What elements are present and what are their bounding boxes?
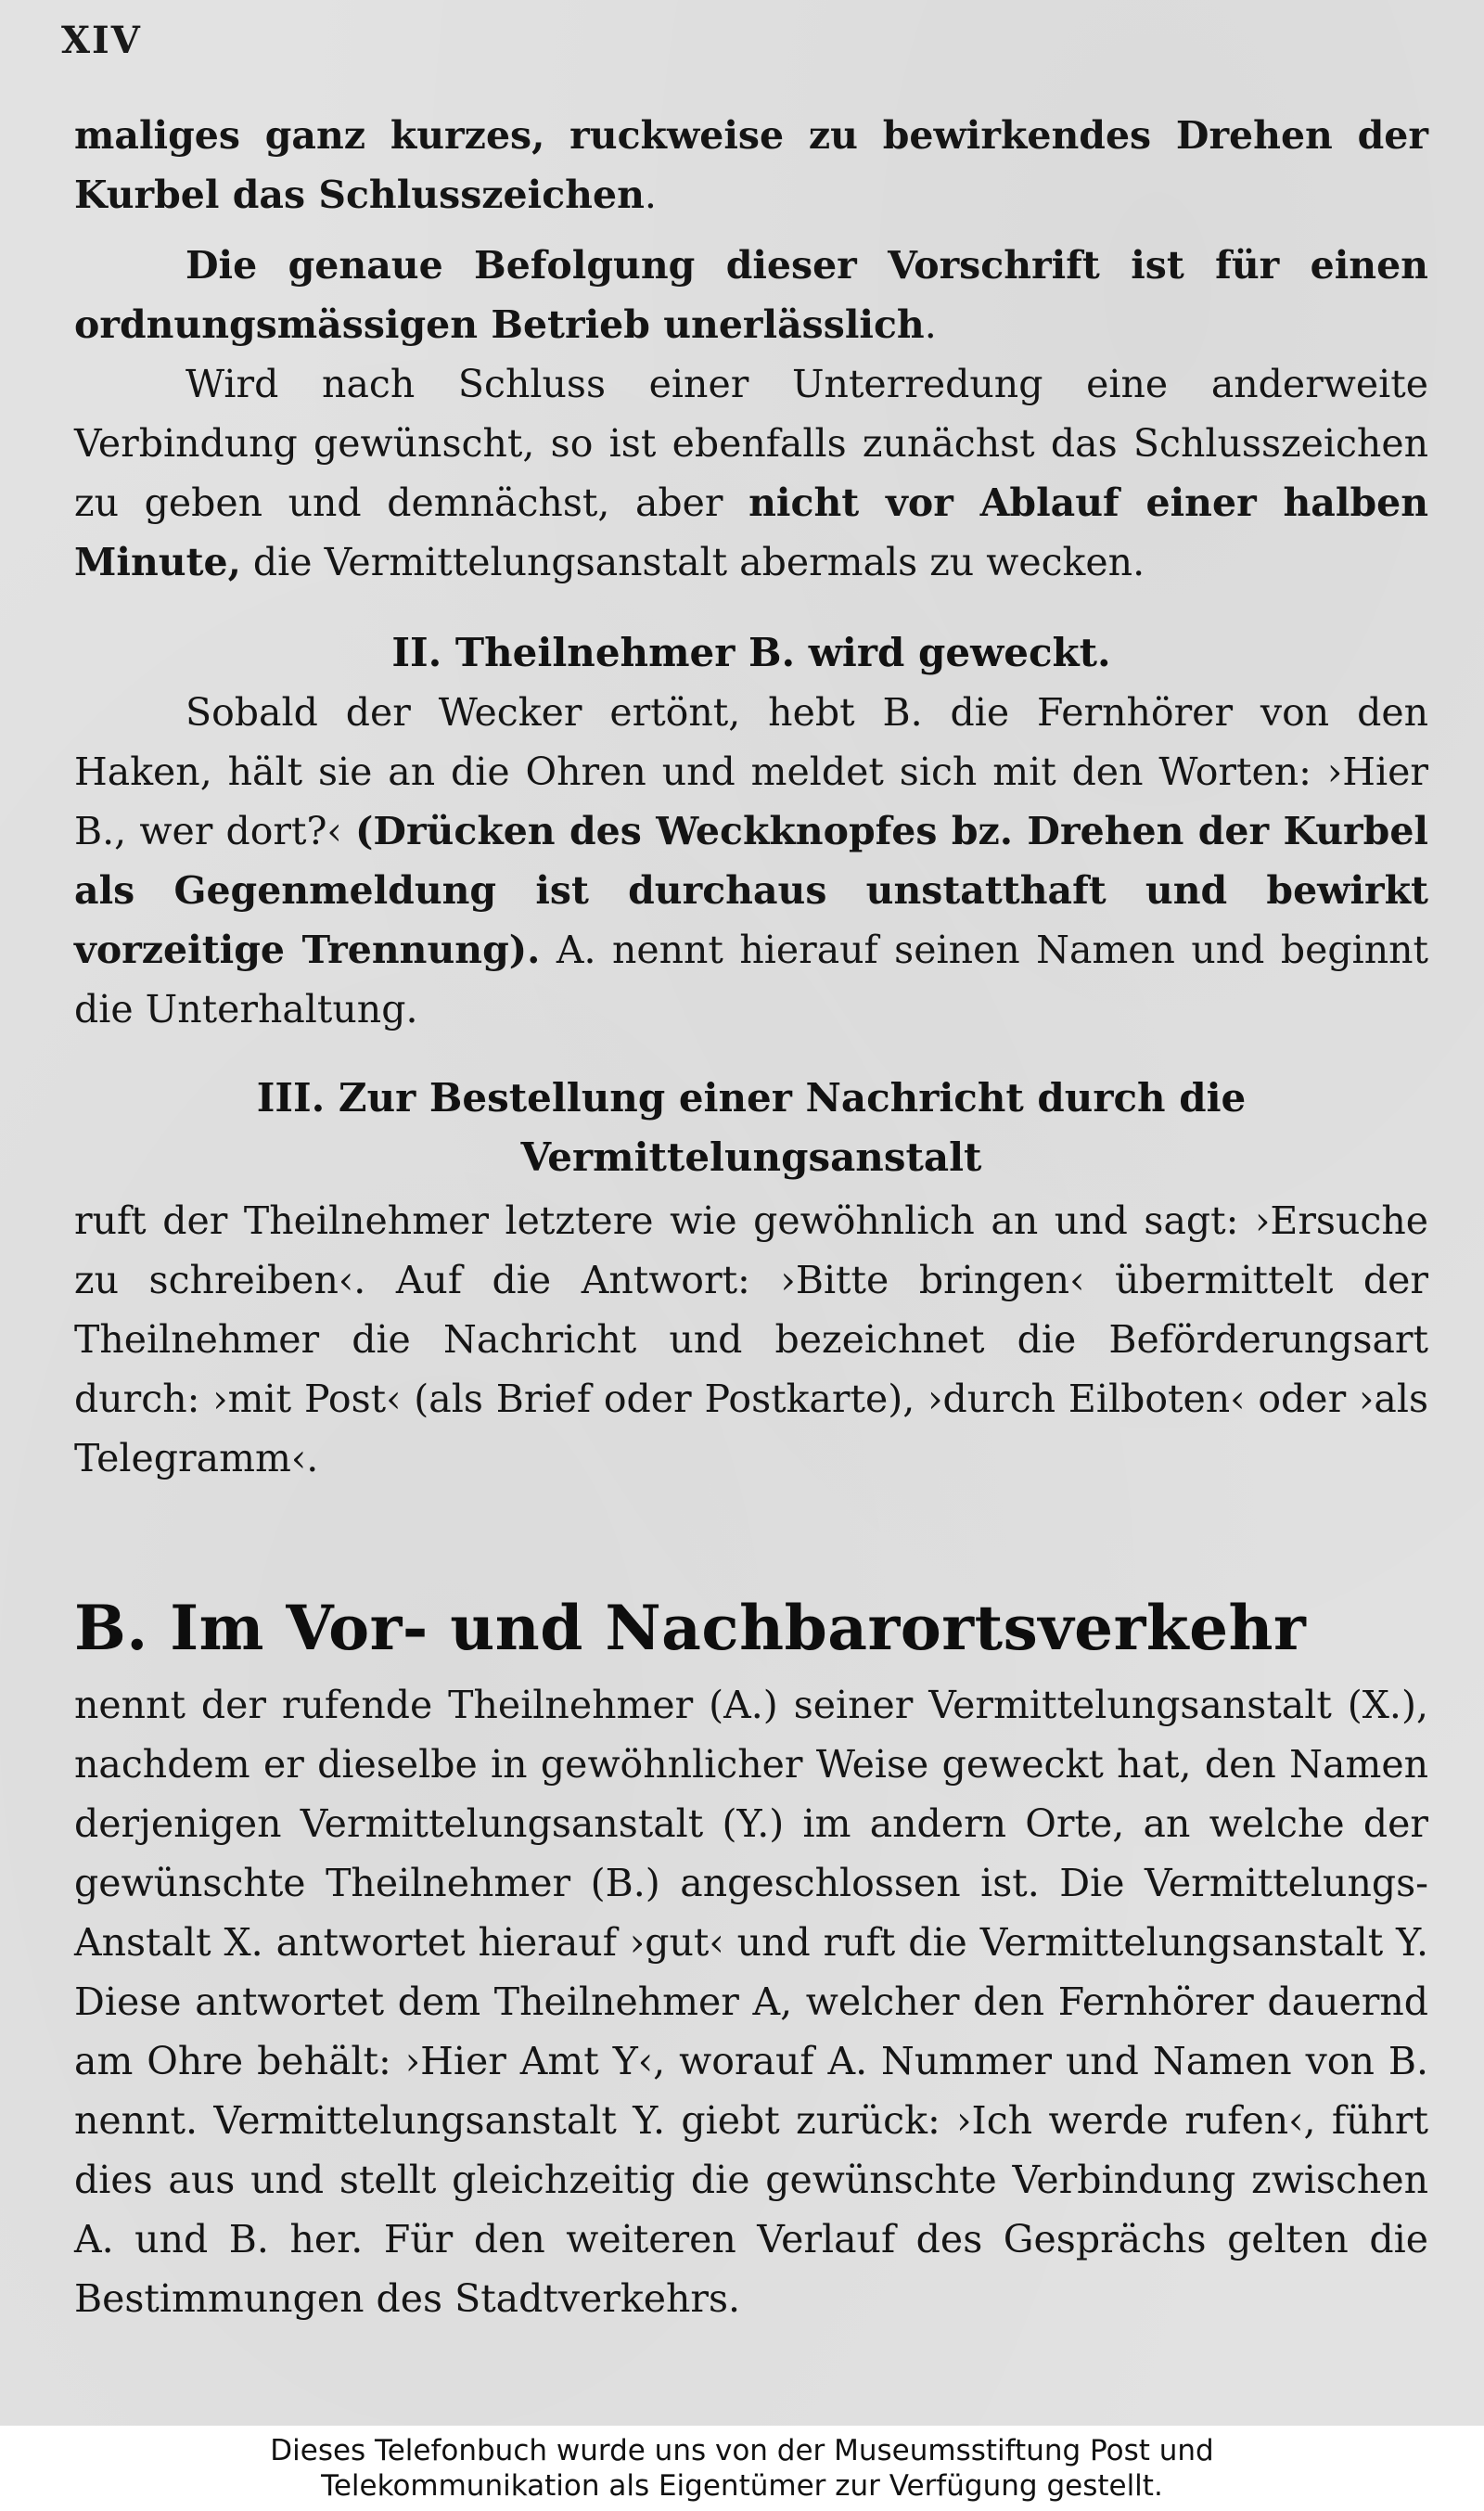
paragraph-vorschrift <box>74 236 1428 354</box>
paragraph-text: die Vermittelungsanstalt abermals zu wecken. <box>240 540 1145 584</box>
section-theilnehmer-b <box>74 623 1428 1039</box>
bold-text: (Drücken des Weckknopfes bz. Drehen der Kurbel als Gegenmeldung ist durchaus unstatthaft und bewirkt vorzeitige Trennung). <box>74 809 1428 972</box>
paragraph-text: Sobald der Wecker ertönt, hebt B. die Fernhörer von den Haken, hält sie an die Ohren und meldet sich mit den Worten: ›Hier B., wer dort?‹ <box>74 690 1428 853</box>
section-heading: III. Zur Bestellung einer Nachricht durch die <box>256 1075 1247 1121</box>
paragraph-text: . <box>644 173 657 217</box>
paragraph-text: . <box>924 302 937 347</box>
page-number: XIV <box>61 19 142 62</box>
paragraph-vorortsverkehr: nennt der rufende Theilnehmer (A.) seiner Vermittelungsanstalt (X.), nachdem er dieselbe in gewöhnlicher Weise geweckt hat, den Namen derjenigen Vermittelungsanstalt (Y.) im andern Orte, an welche der gewünschte Theilnehmer (B.) angeschlossen ist. Die Vermittelungs-Anstalt X. antwortet hierauf ›gut‹ und ruft die Vermittelungsanstalt Y. Diese antwortet dem Theilnehmer A, welcher den Fernhörer dauernd am Ohre behält: ›Hier Amt Y‹, worauf A. Nummer und Namen von B. nennt. Vermittelungsanstalt Y. giebt zurück: ›Ich werde rufen‹, führt dies aus und stellt gleichzeitig die gewünschte Verbindung zwischen A. und B. her. Für den weiteren Verlauf des Gesprächs gelten die Bestimmungen des Stadtverkehrs. <box>74 1683 1428 2321</box>
bold-text: ist für einen ordnungsmässigen Betrieb <box>74 243 1428 347</box>
bold-text: nicht vor Ablauf einer halben Minute, <box>74 480 1429 584</box>
footer-line: Dieses Telefonbuch wurde uns von der Museumsstiftung Post und <box>270 2434 1214 2467</box>
paragraph-text: A. nennt hierauf seinen Namen und beginnt die Unterhaltung. <box>74 928 1429 1031</box>
attribution-footer <box>0 2426 1484 2511</box>
bold-text: genaue Befolgung dieser Vorschrift <box>288 243 1100 288</box>
paragraph-text: Wird nach Schluss einer Unterredung eine anderweite Verbindung gewünscht, so ist ebenfalls zunächst das Schlusszeichen zu geben und demnächst, aber <box>74 362 1428 525</box>
bold-text: Die <box>186 243 288 288</box>
paragraph-anderweite-verbindung <box>74 354 1428 592</box>
section-heading: II. Theilnehmer B. wird geweckt. <box>391 630 1111 675</box>
section-schlusszeichen <box>74 106 1428 592</box>
section-heading-line2: Vermittelungsanstalt <box>520 1134 982 1180</box>
paragraph-wecker <box>74 683 1428 1039</box>
section-vorortsverkehr <box>74 1586 1428 2328</box>
footer-line: Telekommunikation als Eigentümer zur Verfügung gestellt. <box>321 2469 1163 2503</box>
chapter-heading: B. Im Vor- und Nachbarortsverkehr <box>74 1592 1307 1664</box>
bold-text: Schlusszeichen <box>318 173 645 217</box>
bold-text: unerlässlich <box>663 302 925 347</box>
paragraph-text: maliges ganz kurzes, ruckweise zu bewirkendes Drehen der Kurbel das <box>74 113 1428 217</box>
paragraph-schlusszeichen <box>74 106 1428 224</box>
paragraph-nachricht: ruft der Theilnehmer letztere wie gewöhnlich an und sagt: ›Ersuche zu schreiben‹. Auf die Antwort: ›Bitte bringen‹ übermittelt der Theilnehmer die Nachricht und bezeichnet die Beförderungsart durch: ›mit Post‹ (als Brief oder Postkarte), ›durch Eilboten‹ oder ›als Telegramm‹. <box>74 1198 1428 1480</box>
section-nachricht <box>74 1069 1428 1488</box>
